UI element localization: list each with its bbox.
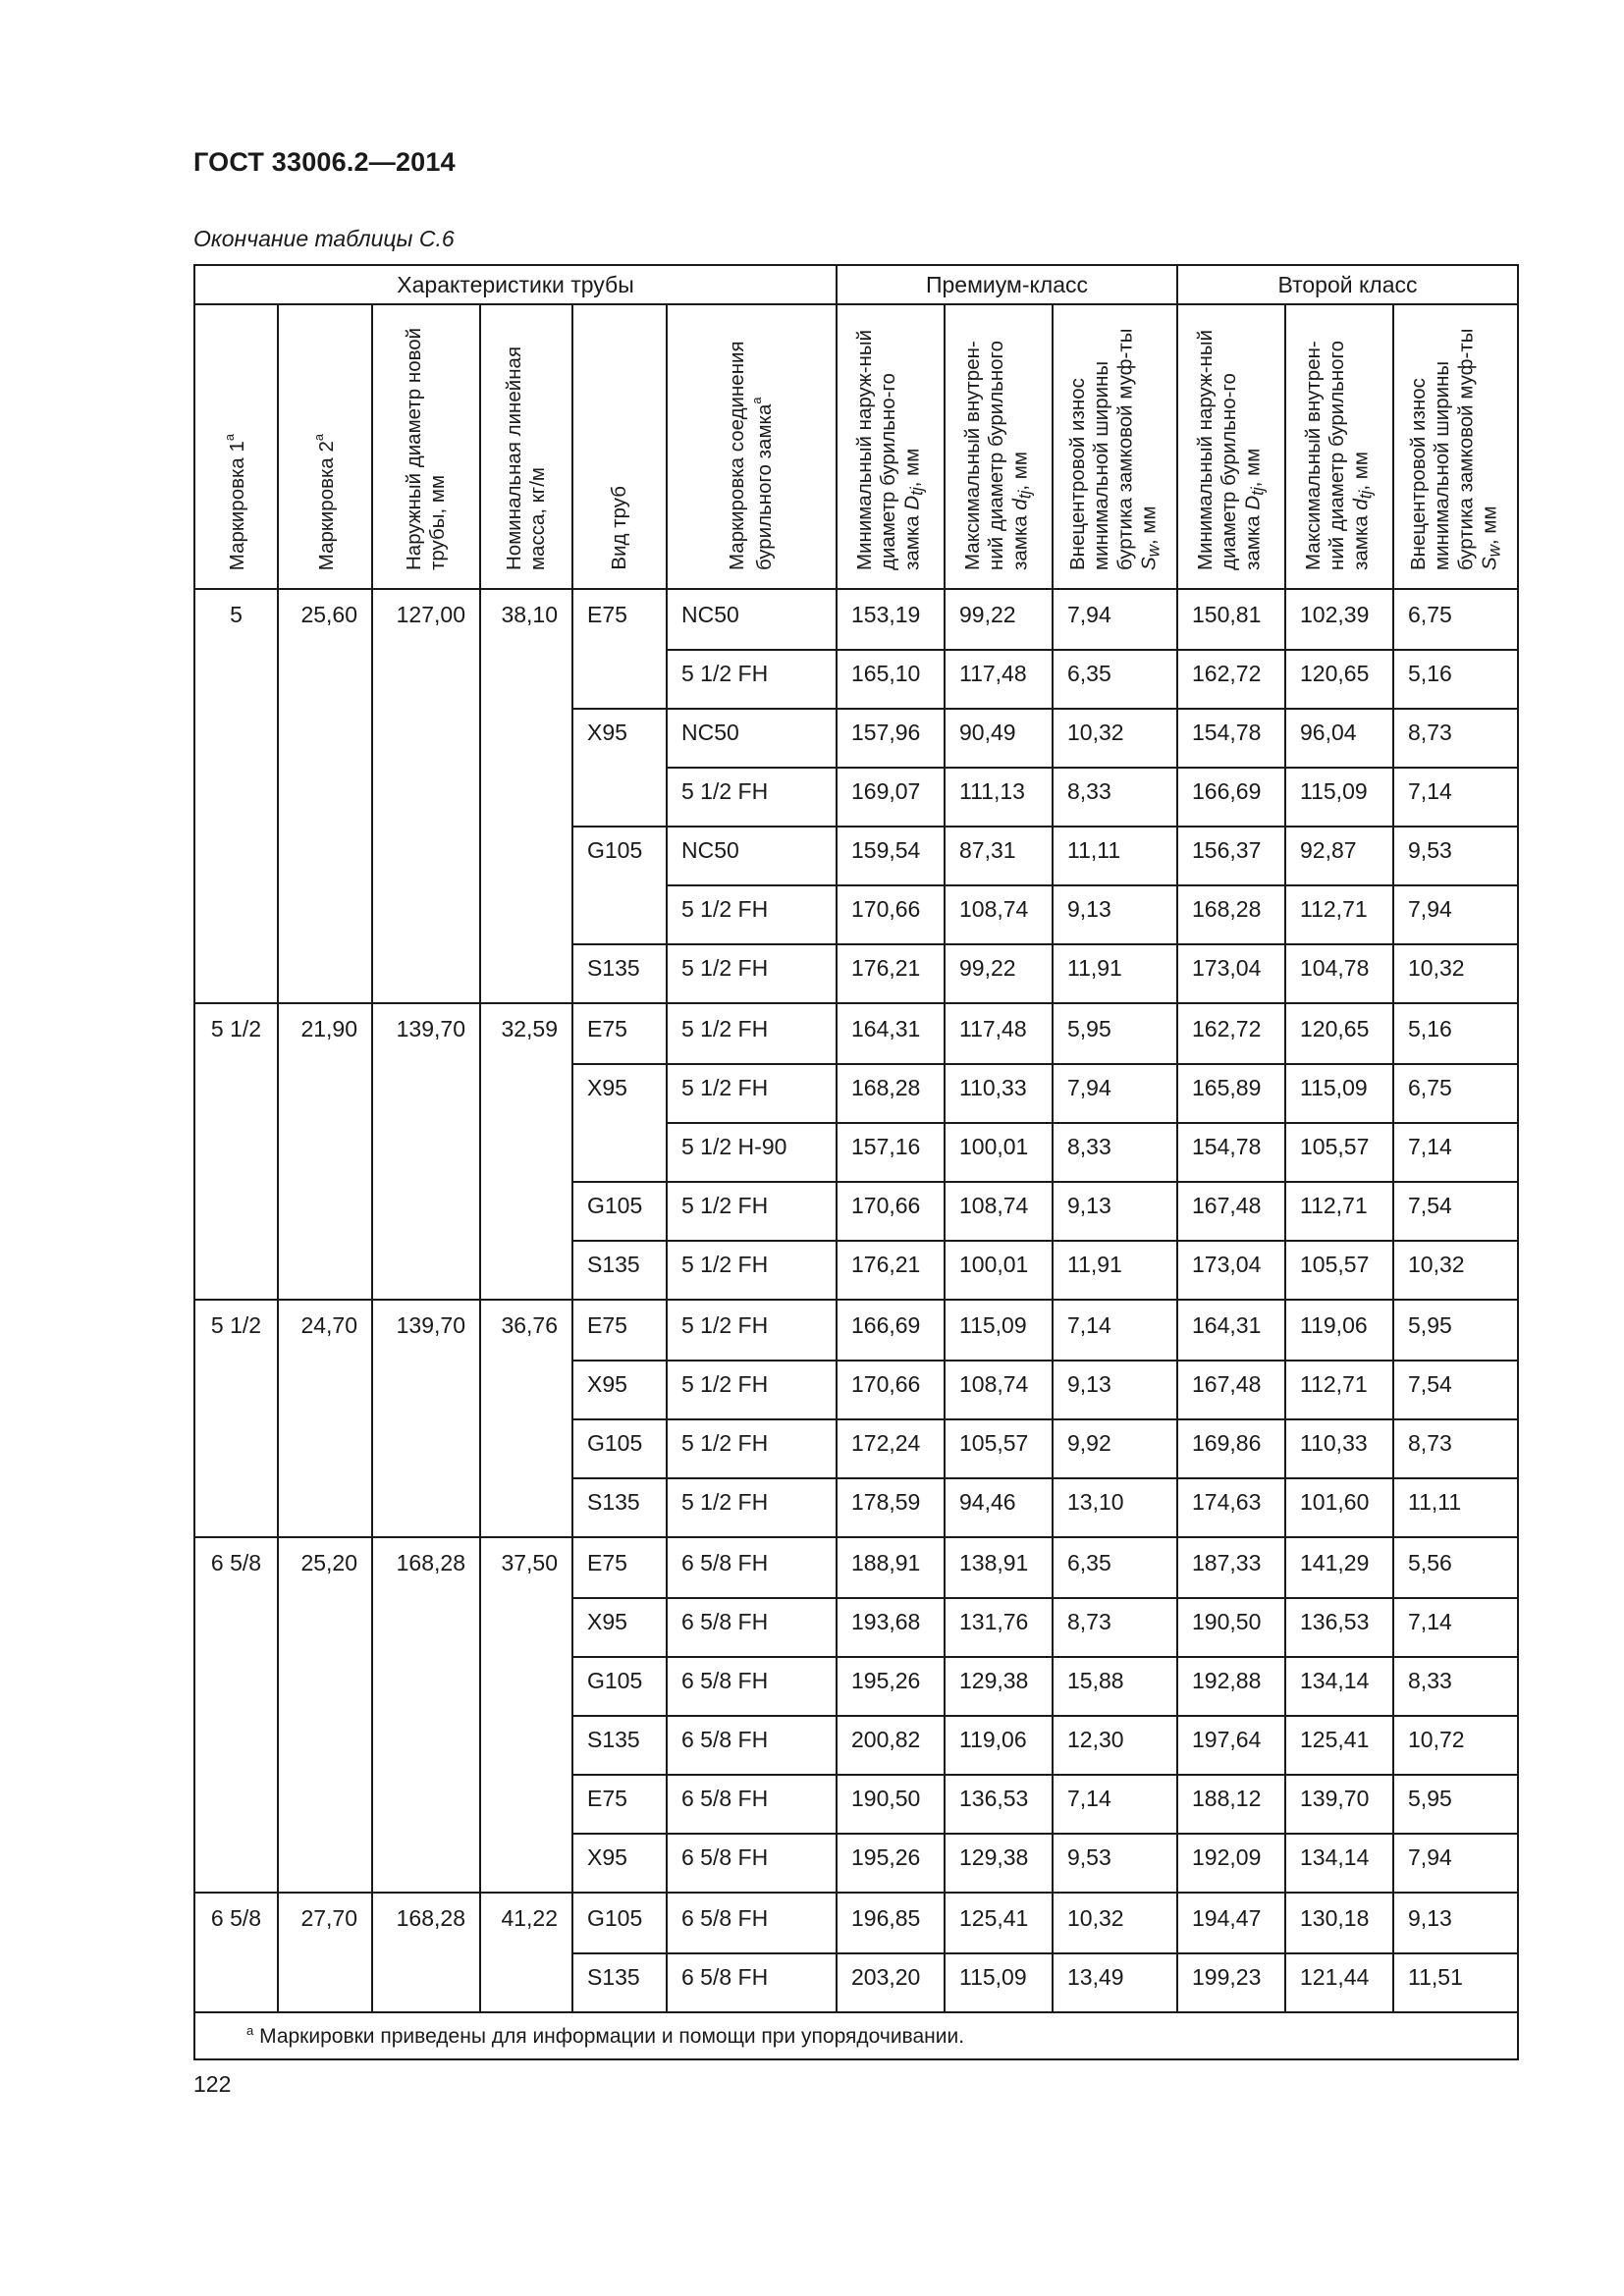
cell-second-min-outer: 154,78 — [1177, 709, 1285, 768]
cell-mark2: 25,60 — [278, 589, 372, 1003]
cell-linear-mass: 38,10 — [480, 589, 572, 1003]
cell-second-min-outer: 165,89 — [1177, 1064, 1285, 1123]
cell-premium-max-inner: 138,91 — [945, 1537, 1053, 1598]
cell-second-min-outer: 188,12 — [1177, 1775, 1285, 1834]
cell-second-wear: 8,33 — [1393, 1657, 1518, 1716]
cell-premium-max-inner: 108,74 — [945, 885, 1053, 944]
cell-premium-min-outer: 168,28 — [837, 1064, 945, 1123]
cell-joint-mark: 5 1/2 FH — [667, 1003, 837, 1064]
cell-premium-max-inner: 131,76 — [945, 1598, 1053, 1657]
cell-premium-min-outer: 157,16 — [837, 1123, 945, 1182]
cell-premium-min-outer: 157,96 — [837, 709, 945, 768]
cell-joint-mark: 5 1/2 FH — [667, 1419, 837, 1478]
cell-second-wear: 7,14 — [1393, 768, 1518, 827]
cell-premium-wear: 10,32 — [1053, 1893, 1177, 1953]
cell-second-wear: 10,32 — [1393, 944, 1518, 1003]
cell-second-min-outer: 174,63 — [1177, 1478, 1285, 1537]
table-row — [194, 1003, 1518, 1064]
cell-second-min-outer: 168,28 — [1177, 885, 1285, 944]
cell-premium-min-outer: 164,31 — [837, 1003, 945, 1064]
cell-premium-wear: 7,14 — [1053, 1775, 1177, 1834]
cell-premium-wear: 10,32 — [1053, 709, 1177, 768]
header-outer-diameter: Наружный диаметр новой трубы, мм — [372, 304, 480, 589]
cell-pipe-type: X95 — [572, 1598, 667, 1657]
cell-second-min-outer: 197,64 — [1177, 1716, 1285, 1775]
header-second-wear: Внецентровой износ минимальной ширины буртика замковой муф-ты $S_w$, мм — [1393, 304, 1518, 589]
cell-premium-max-inner: 115,09 — [945, 1953, 1053, 2012]
cell-premium-max-inner: 100,01 — [945, 1123, 1053, 1182]
cell-second-min-outer: 190,50 — [1177, 1598, 1285, 1657]
cell-premium-wear: 9,13 — [1053, 1182, 1177, 1241]
cell-second-wear: 9,53 — [1393, 827, 1518, 885]
cell-second-wear: 7,94 — [1393, 885, 1518, 944]
cell-second-wear: 7,14 — [1393, 1123, 1518, 1182]
cell-mark1: 5 1/2 — [194, 1300, 278, 1537]
cell-second-min-outer: 150,81 — [1177, 589, 1285, 650]
cell-premium-min-outer: 153,19 — [837, 589, 945, 650]
cell-premium-min-outer: 200,82 — [837, 1716, 945, 1775]
cell-premium-wear: 9,53 — [1053, 1834, 1177, 1893]
cell-joint-mark: 5 1/2 FH — [667, 944, 837, 1003]
cell-joint-mark: 6 5/8 FH — [667, 1598, 837, 1657]
cell-second-min-outer: 199,23 — [1177, 1953, 1285, 2012]
cell-mark1: 6 5/8 — [194, 1537, 278, 1893]
cell-second-max-inner: 119,06 — [1285, 1300, 1393, 1361]
cell-second-wear: 9,13 — [1393, 1893, 1518, 1953]
header-mark2: Маркировка 2$^a$ — [278, 304, 372, 589]
cell-second-min-outer: 167,48 — [1177, 1182, 1285, 1241]
cell-premium-wear: 12,30 — [1053, 1716, 1177, 1775]
cell-joint-mark: 5 1/2 FH — [667, 650, 837, 709]
cell-joint-mark: 6 5/8 FH — [667, 1716, 837, 1775]
cell-premium-wear: 7,94 — [1053, 1064, 1177, 1123]
cell-pipe-type: G105 — [572, 1893, 667, 1953]
cell-second-min-outer: 173,04 — [1177, 1241, 1285, 1300]
cell-premium-max-inner: 111,13 — [945, 768, 1053, 827]
cell-joint-mark: 5 1/2 FH — [667, 1478, 837, 1537]
cell-premium-max-inner: 108,74 — [945, 1361, 1053, 1419]
cell-premium-max-inner: 136,53 — [945, 1775, 1053, 1834]
cell-outer-diameter: 139,70 — [372, 1003, 480, 1300]
cell-premium-min-outer: 195,26 — [837, 1834, 945, 1893]
cell-joint-mark: NC50 — [667, 709, 837, 768]
page-number: 122 — [193, 2071, 232, 2097]
cell-premium-wear: 6,35 — [1053, 1537, 1177, 1598]
cell-premium-wear: 6,35 — [1053, 650, 1177, 709]
cell-premium-wear: 11,91 — [1053, 944, 1177, 1003]
header-pipe-characteristics: Характеристики трубы — [194, 265, 837, 304]
pipe-table — [193, 264, 1519, 2060]
header-premium-class: Премиум-класс — [837, 265, 1177, 304]
cell-premium-max-inner: 90,49 — [945, 709, 1053, 768]
cell-premium-wear: 5,95 — [1053, 1003, 1177, 1064]
cell-premium-max-inner: 125,41 — [945, 1893, 1053, 1953]
cell-premium-wear: 9,13 — [1053, 1361, 1177, 1419]
cell-second-wear: 5,16 — [1393, 1003, 1518, 1064]
cell-second-wear: 7,54 — [1393, 1182, 1518, 1241]
cell-mark2: 24,70 — [278, 1300, 372, 1537]
cell-second-wear: 11,51 — [1393, 1953, 1518, 2012]
cell-pipe-type: S135 — [572, 1953, 667, 2012]
cell-second-min-outer: 154,78 — [1177, 1123, 1285, 1182]
cell-joint-mark: 6 5/8 FH — [667, 1834, 837, 1893]
cell-premium-max-inner: 108,74 — [945, 1182, 1053, 1241]
cell-pipe-type: G105 — [572, 1182, 667, 1241]
cell-second-wear: 5,95 — [1393, 1300, 1518, 1361]
cell-second-wear: 5,95 — [1393, 1775, 1518, 1834]
cell-joint-mark: 5 1/2 FH — [667, 768, 837, 827]
cell-joint-mark: 5 1/2 FH — [667, 885, 837, 944]
cell-linear-mass: 37,50 — [480, 1537, 572, 1893]
cell-premium-min-outer: 176,21 — [837, 944, 945, 1003]
cell-premium-min-outer: 172,24 — [837, 1419, 945, 1478]
cell-second-min-outer: 173,04 — [1177, 944, 1285, 1003]
cell-joint-mark: 6 5/8 FH — [667, 1657, 837, 1716]
cell-premium-min-outer: 170,66 — [837, 885, 945, 944]
cell-pipe-type: S135 — [572, 1241, 667, 1300]
cell-linear-mass: 41,22 — [480, 1893, 572, 2012]
cell-premium-min-outer: 193,68 — [837, 1598, 945, 1657]
cell-premium-max-inner: 87,31 — [945, 827, 1053, 885]
cell-second-max-inner: 110,33 — [1285, 1419, 1393, 1478]
table-row — [194, 1300, 1518, 1361]
cell-outer-diameter: 168,28 — [372, 1537, 480, 1893]
cell-second-wear: 11,11 — [1393, 1478, 1518, 1537]
cell-pipe-type: X95 — [572, 1361, 667, 1419]
cell-second-max-inner: 92,87 — [1285, 827, 1393, 885]
header-mark1: Маркировка 1$^a$ — [194, 304, 278, 589]
cell-second-max-inner: 141,29 — [1285, 1537, 1393, 1598]
cell-mark2: 21,90 — [278, 1003, 372, 1300]
cell-joint-mark: 5 1/2 FH — [667, 1300, 837, 1361]
cell-premium-min-outer: 170,66 — [837, 1361, 945, 1419]
cell-second-min-outer: 162,72 — [1177, 650, 1285, 709]
cell-premium-max-inner: 94,46 — [945, 1478, 1053, 1537]
cell-second-min-outer: 167,48 — [1177, 1361, 1285, 1419]
cell-outer-diameter: 168,28 — [372, 1893, 480, 2012]
cell-second-wear: 6,75 — [1393, 589, 1518, 650]
cell-second-wear: 7,54 — [1393, 1361, 1518, 1419]
cell-pipe-type: E75 — [572, 1300, 667, 1361]
cell-second-max-inner: 134,14 — [1285, 1834, 1393, 1893]
cell-second-max-inner: 105,57 — [1285, 1123, 1393, 1182]
cell-premium-wear: 8,33 — [1053, 768, 1177, 827]
cell-joint-mark: 5 1/2 FH — [667, 1064, 837, 1123]
cell-premium-wear: 9,92 — [1053, 1419, 1177, 1478]
cell-joint-mark: 5 1/2 FH — [667, 1241, 837, 1300]
cell-premium-max-inner: 117,48 — [945, 650, 1053, 709]
cell-second-wear: 7,14 — [1393, 1598, 1518, 1657]
header-joint-mark: Маркировка соединения бурильного замка$^a$ — [667, 304, 837, 589]
header-premium-wear: Внецентровой износ минимальной ширины буртика замковой муф-ты $S_w$, мм — [1053, 304, 1177, 589]
cell-premium-wear: 8,33 — [1053, 1123, 1177, 1182]
cell-second-min-outer: 156,37 — [1177, 827, 1285, 885]
cell-second-wear: 7,94 — [1393, 1834, 1518, 1893]
cell-second-max-inner: 121,44 — [1285, 1953, 1393, 2012]
document-title: ГОСТ 33006.2—2014 — [193, 147, 456, 177]
cell-second-wear: 8,73 — [1393, 1419, 1518, 1478]
cell-second-max-inner: 112,71 — [1285, 1361, 1393, 1419]
header-linear-mass: Номинальная линейная масса, кг/м — [480, 304, 572, 589]
cell-premium-wear: 15,88 — [1053, 1657, 1177, 1716]
cell-premium-min-outer: 176,21 — [837, 1241, 945, 1300]
cell-second-max-inner: 139,70 — [1285, 1775, 1393, 1834]
cell-second-max-inner: 120,65 — [1285, 650, 1393, 709]
cell-premium-max-inner: 100,01 — [945, 1241, 1053, 1300]
cell-pipe-type: S135 — [572, 1478, 667, 1537]
header-second-class: Второй класс — [1177, 265, 1518, 304]
cell-joint-mark: 5 1/2 FH — [667, 1361, 837, 1419]
cell-premium-max-inner: 115,09 — [945, 1300, 1053, 1361]
cell-premium-wear: 13,10 — [1053, 1478, 1177, 1537]
cell-premium-max-inner: 99,22 — [945, 589, 1053, 650]
cell-joint-mark: 6 5/8 FH — [667, 1537, 837, 1598]
cell-mark1: 6 5/8 — [194, 1893, 278, 2012]
cell-premium-max-inner: 117,48 — [945, 1003, 1053, 1064]
cell-second-min-outer: 166,69 — [1177, 768, 1285, 827]
header-pipe-type: Вид труб — [572, 304, 667, 589]
cell-second-wear: 6,75 — [1393, 1064, 1518, 1123]
cell-mark1: 5 1/2 — [194, 1003, 278, 1300]
cell-mark1: 5 — [194, 589, 278, 1003]
header-premium-min-outer: Минимальный наруж-ный диаметр бурильно-го замка $D_{tj}$, мм — [837, 304, 945, 589]
cell-linear-mass: 36,76 — [480, 1300, 572, 1537]
cell-premium-min-outer: 165,10 — [837, 650, 945, 709]
header-premium-max-inner: Максимальный внутрен-ний диаметр бурильного замка $d_{tj}$, мм — [945, 304, 1053, 589]
cell-second-max-inner: 96,04 — [1285, 709, 1393, 768]
cell-second-max-inner: 101,60 — [1285, 1478, 1393, 1537]
cell-second-max-inner: 102,39 — [1285, 589, 1393, 650]
cell-second-wear: 5,16 — [1393, 650, 1518, 709]
cell-linear-mass: 32,59 — [480, 1003, 572, 1300]
cell-pipe-type: G105 — [572, 1419, 667, 1478]
cell-pipe-type: S135 — [572, 944, 667, 1003]
cell-joint-mark: 6 5/8 FH — [667, 1893, 837, 1953]
cell-second-max-inner: 115,09 — [1285, 768, 1393, 827]
cell-second-max-inner: 112,71 — [1285, 885, 1393, 944]
table-body — [194, 589, 1518, 2012]
table-row — [194, 1893, 1518, 1953]
cell-second-max-inner: 105,57 — [1285, 1241, 1393, 1300]
cell-pipe-type: S135 — [572, 1716, 667, 1775]
cell-second-wear: 10,72 — [1393, 1716, 1518, 1775]
table-row — [194, 589, 1518, 650]
cell-premium-min-outer: 166,69 — [837, 1300, 945, 1361]
cell-premium-max-inner: 129,38 — [945, 1834, 1053, 1893]
cell-premium-min-outer: 178,59 — [837, 1478, 945, 1537]
cell-premium-min-outer: 196,85 — [837, 1893, 945, 1953]
cell-premium-min-outer: 159,54 — [837, 827, 945, 885]
cell-mark2: 25,20 — [278, 1537, 372, 1893]
cell-pipe-type: X95 — [572, 709, 667, 827]
cell-premium-min-outer: 195,26 — [837, 1657, 945, 1716]
table-footnote: $^a$ Маркировки приведены для информации и помощи при упорядочивании. — [194, 2012, 1518, 2059]
cell-pipe-type: E75 — [572, 1003, 667, 1064]
cell-second-min-outer: 169,86 — [1177, 1419, 1285, 1478]
cell-second-wear: 10,32 — [1393, 1241, 1518, 1300]
cell-pipe-type: G105 — [572, 827, 667, 944]
cell-second-min-outer: 187,33 — [1177, 1537, 1285, 1598]
cell-second-min-outer: 162,72 — [1177, 1003, 1285, 1064]
cell-second-min-outer: 164,31 — [1177, 1300, 1285, 1361]
cell-second-wear: 5,56 — [1393, 1537, 1518, 1598]
cell-second-max-inner: 130,18 — [1285, 1893, 1393, 1953]
cell-second-min-outer: 194,47 — [1177, 1893, 1285, 1953]
header-second-min-outer: Минимальный наруж-ный диаметр бурильно-го замка $D_{tj}$, мм — [1177, 304, 1285, 589]
cell-pipe-type: E75 — [572, 589, 667, 709]
cell-second-max-inner: 112,71 — [1285, 1182, 1393, 1241]
cell-premium-max-inner: 129,38 — [945, 1657, 1053, 1716]
cell-premium-min-outer: 203,20 — [837, 1953, 945, 2012]
cell-pipe-type: X95 — [572, 1834, 667, 1893]
cell-joint-mark: 5 1/2 H-90 — [667, 1123, 837, 1182]
cell-premium-wear: 7,94 — [1053, 589, 1177, 650]
cell-joint-mark: 6 5/8 FH — [667, 1953, 837, 2012]
cell-premium-wear: 13,49 — [1053, 1953, 1177, 2012]
cell-pipe-type: X95 — [572, 1064, 667, 1182]
cell-outer-diameter: 127,00 — [372, 589, 480, 1003]
cell-mark2: 27,70 — [278, 1893, 372, 2012]
cell-premium-min-outer: 190,50 — [837, 1775, 945, 1834]
cell-premium-wear: 8,73 — [1053, 1598, 1177, 1657]
cell-second-min-outer: 192,88 — [1177, 1657, 1285, 1716]
cell-second-max-inner: 120,65 — [1285, 1003, 1393, 1064]
cell-second-max-inner: 125,41 — [1285, 1716, 1393, 1775]
header-second-max-inner: Максимальный внутрен-ний диаметр бурильного замка $d_{tj}$, мм — [1285, 304, 1393, 589]
cell-second-wear: 8,73 — [1393, 709, 1518, 768]
cell-pipe-type: G105 — [572, 1657, 667, 1716]
cell-premium-wear: 11,11 — [1053, 827, 1177, 885]
cell-premium-max-inner: 99,22 — [945, 944, 1053, 1003]
cell-premium-min-outer: 170,66 — [837, 1182, 945, 1241]
cell-joint-mark: NC50 — [667, 589, 837, 650]
cell-second-max-inner: 136,53 — [1285, 1598, 1393, 1657]
cell-joint-mark: NC50 — [667, 827, 837, 885]
cell-outer-diameter: 139,70 — [372, 1300, 480, 1537]
cell-premium-wear: 11,91 — [1053, 1241, 1177, 1300]
table-row — [194, 1537, 1518, 1598]
cell-premium-wear: 7,14 — [1053, 1300, 1177, 1361]
cell-second-max-inner: 115,09 — [1285, 1064, 1393, 1123]
cell-joint-mark: 5 1/2 FH — [667, 1182, 837, 1241]
cell-second-max-inner: 104,78 — [1285, 944, 1393, 1003]
cell-premium-wear: 9,13 — [1053, 885, 1177, 944]
cell-second-min-outer: 192,09 — [1177, 1834, 1285, 1893]
cell-pipe-type: E75 — [572, 1537, 667, 1598]
cell-premium-max-inner: 105,57 — [945, 1419, 1053, 1478]
cell-joint-mark: 6 5/8 FH — [667, 1775, 837, 1834]
cell-premium-max-inner: 110,33 — [945, 1064, 1053, 1123]
cell-premium-max-inner: 119,06 — [945, 1716, 1053, 1775]
cell-premium-min-outer: 188,91 — [837, 1537, 945, 1598]
cell-premium-min-outer: 169,07 — [837, 768, 945, 827]
cell-pipe-type: E75 — [572, 1775, 667, 1834]
table-caption: Окончание таблицы С.6 — [193, 226, 455, 251]
cell-second-max-inner: 134,14 — [1285, 1657, 1393, 1716]
